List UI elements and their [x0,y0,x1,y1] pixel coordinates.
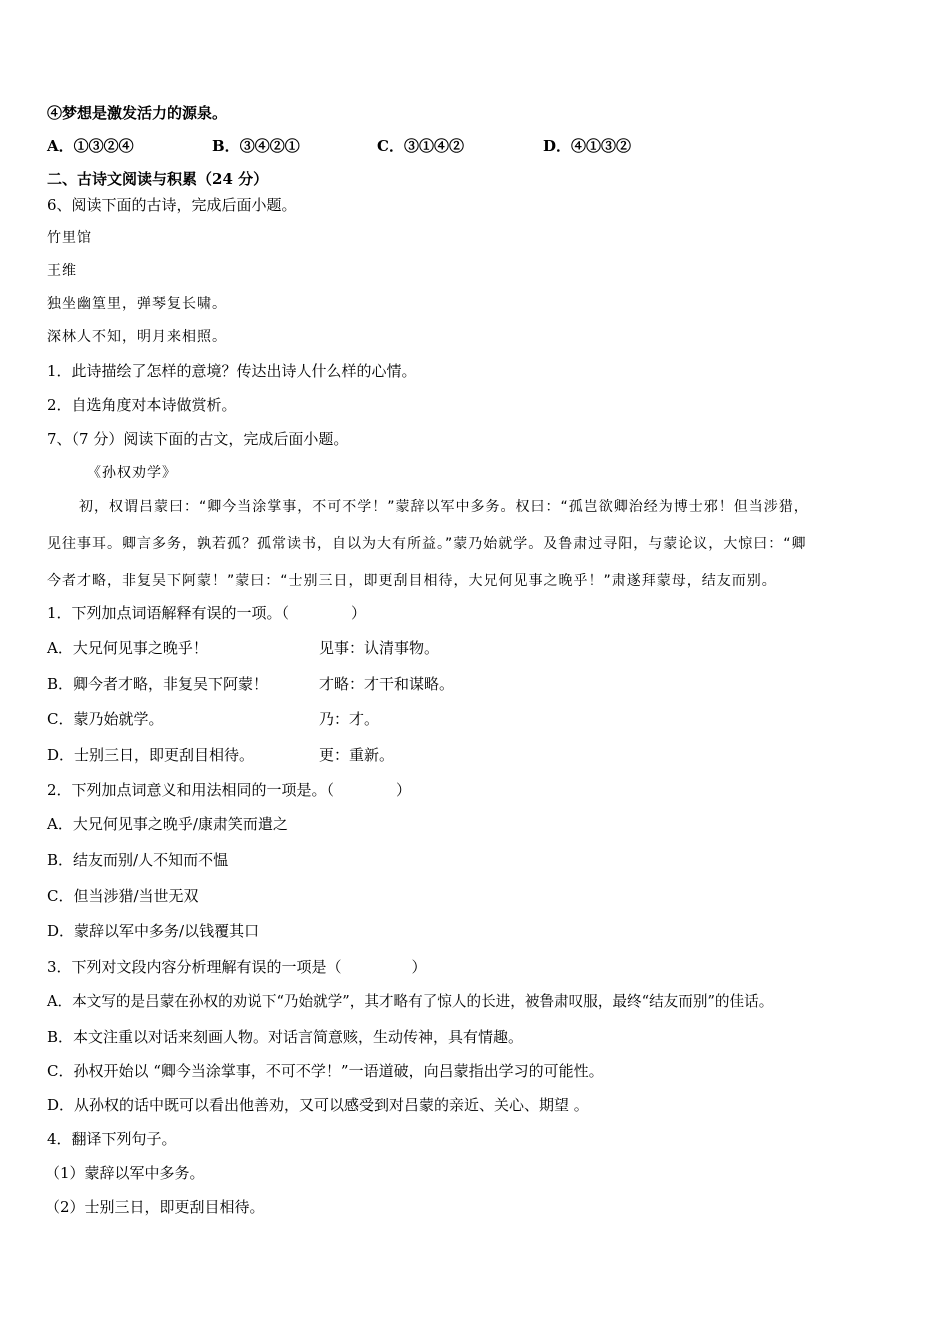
option-d-label: D． [543,137,572,155]
section2-heading: 二、古诗文阅读与积累（24 分） [47,170,269,188]
passage-line-3: 今者才略，非复吴下阿蒙！”蒙曰：“士别三日，即更刮目相待，大兄何见事之晚乎！”肃遂拜蒙母，结友而别。 [47,573,777,589]
sq2-option-c: C．但当涉猎/当世无双 [47,887,199,905]
poem-line-2: 深林人不知，明月来相照。 [47,329,227,345]
q6-sub-2: 2．自选角度对本诗做赏析。 [47,396,237,414]
option-a-label: A． [47,137,74,155]
poem-author: 王维 [47,263,77,279]
sq1-option-d [47,745,395,765]
sq1-option-c [47,709,380,729]
option-a-text: ①③②④ [73,137,134,155]
sq4-stem: 4．翻译下列句子。 [47,1130,177,1148]
sq1-option-b [47,674,455,694]
poem-line-1: 独坐幽篁里，弹琴复长啸。 [47,296,227,312]
q6-sub-1: 1．此诗描绘了怎样的意境？传达出诗人什么样的心情。 [47,362,417,380]
sq3-option-c: C．孙权开始以 “卿今当涂掌事，不可不学！”一语道破，向吕蒙指出学习的可能性。 [47,1062,604,1080]
sq3-stem [47,957,427,977]
option-a [47,136,134,156]
q7-text-title: 《孙权劝学》 [87,465,177,481]
sq1-option-a-gloss: 见事：认清事物。 [319,639,440,657]
sq1-option-d-gloss: 更：重新。 [319,746,395,764]
passage-line-1: 初，权谓吕蒙曰：“卿今当涂掌事，不可不学！”蒙辞以军中多务。权曰：“孤岂欲卿治经为博士邪！但当涉猎， [79,499,809,515]
option-c-label: C． [377,137,404,155]
option-d-text: ④①③② [571,137,632,155]
sq1-option-a-sentence: A．大兄何见事之晚乎！ [47,639,208,657]
sq1-option-b-sentence: B．卿今者才略，非复吴下阿蒙！ [47,675,269,693]
option-c [377,136,464,156]
sq3-option-b: B．本文注重以对话来刻画人物。对话言简意赅，生动传神，具有情趣。 [47,1028,524,1046]
sq2-option-a: A．大兄何见事之晚乎/康肃笑而遣之 [47,815,288,833]
sq1-option-c-gloss: 乃：才。 [319,710,380,728]
sq4-item-1: （1）蒙辞以军中多务。 [45,1164,205,1182]
sq1-option-b-gloss: 才略：才干和谋略。 [319,675,455,693]
sq3-stem-close: ） [411,958,427,976]
section1-item4: ④梦想是激发活力的源泉。 [47,104,228,122]
passage-line-2: 见往事耳。卿言多务，孰若孤？孤常读书，自以为大有所益。”蒙乃始就学。及鲁肃过寻阳，与蒙论议，大惊曰：“卿 [47,536,807,552]
sq1-stem [47,603,366,623]
option-b-label: B． [212,137,240,155]
sq1-stem-close: ） [351,604,367,622]
sq3-stem-text: 3．下列对文段内容分析理解有误的一项是（ [47,958,342,976]
sq2-stem-text: 2．下列加点词意义和用法相同的一项是。（ [47,781,335,799]
poem-title: 竹里馆 [47,230,92,246]
option-b-text: ③④②① [239,137,300,155]
sq1-stem-text: 1．下列加点词语解释有误的一项。（ [47,604,290,622]
sq4-item-2: （2）士别三日，即更刮目相待。 [45,1198,265,1216]
sq2-stem [47,780,411,800]
q6-prompt: 6、阅读下面的古诗，完成后面小题。 [47,196,297,214]
sq1-option-c-sentence: C．蒙乃始就学。 [47,710,164,728]
sq1-option-d-sentence: D．士别三日，即更刮目相待。 [47,746,255,764]
sq2-stem-close: ） [396,781,412,799]
option-c-text: ③①④② [403,137,464,155]
option-d [543,136,631,156]
sq1-option-a [47,638,440,658]
sq2-option-b: B．结友而别/人不知而不愠 [47,851,229,869]
sq3-option-a: A．本文写的是吕蒙在孙权的劝说下“乃始就学”，其才略有了惊人的长进，被鲁肃叹服，最终“结友而别”的佳话。 [47,993,774,1010]
sq3-option-d: D．从孙权的话中既可以看出他善劝，又可以感受到对吕蒙的亲近、关心、期望 。 [47,1096,589,1114]
option-b [212,136,300,156]
sq2-option-d: D．蒙辞以军中多务/以钱覆其口 [47,922,260,940]
q7-prompt: 7、（7 分）阅读下面的古文，完成后面小题。 [47,430,349,448]
